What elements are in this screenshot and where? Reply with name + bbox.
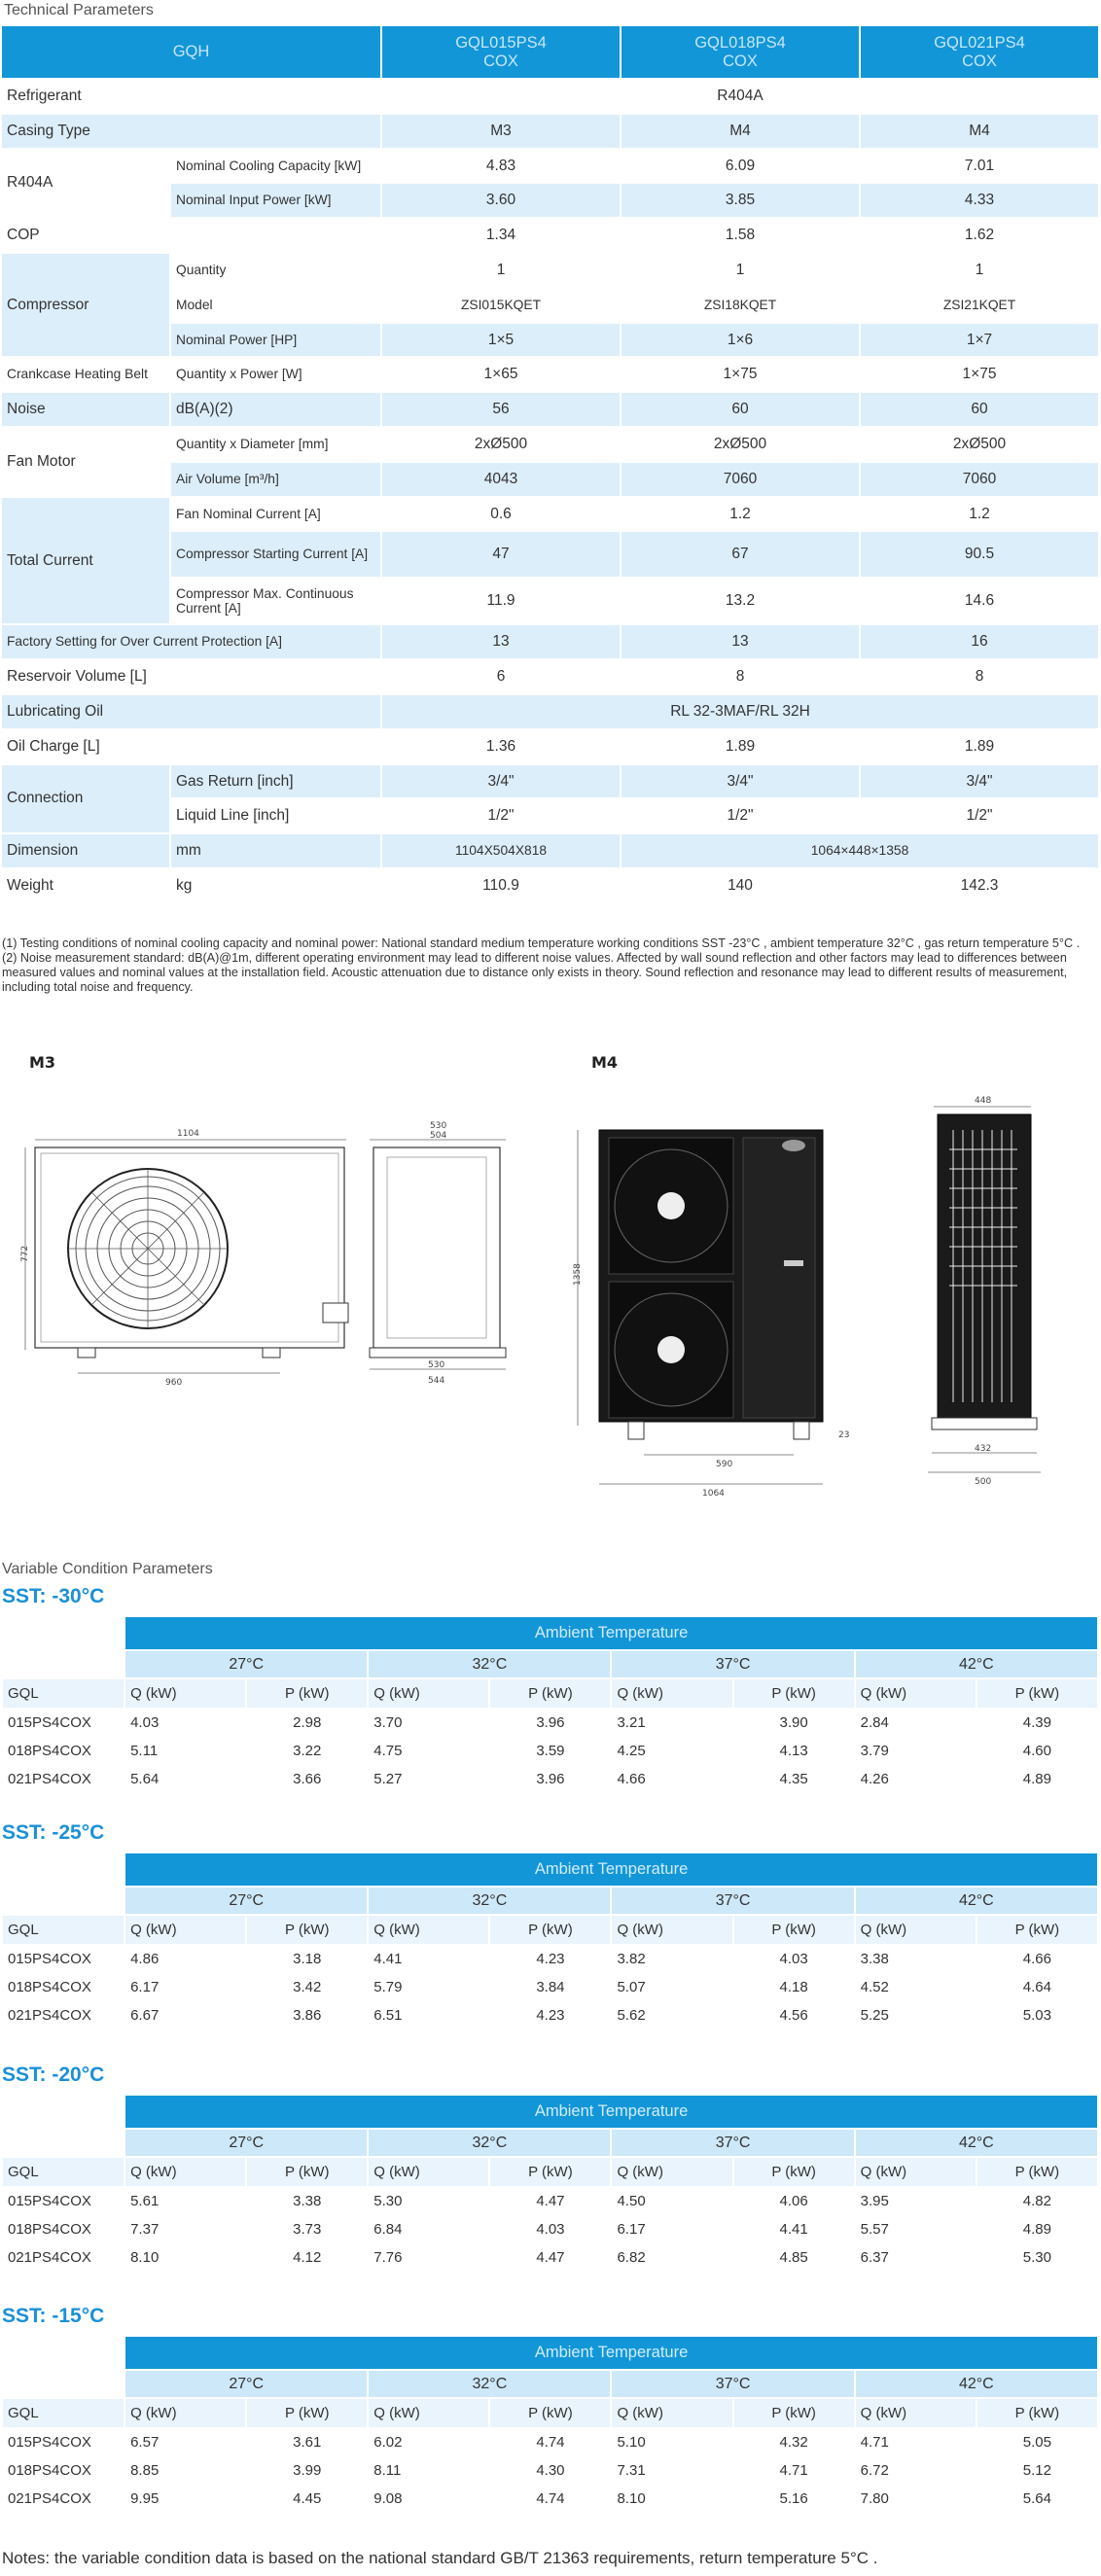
value-cell: 3.82	[611, 1945, 732, 1973]
variable-footnote: Notes: the variable condition data is based on the national standard GB/T 21363 requirements, return temperature 5°C .	[2, 2549, 878, 2567]
table-row	[3, 1945, 1098, 1973]
value-cell: 5.62	[611, 2001, 732, 2029]
value-cell: 5.79	[368, 1973, 489, 2001]
drawing-label-m3: M3	[29, 1053, 56, 1072]
value-cell: 4.03	[124, 1709, 246, 1737]
table-row: Nominal Input Power [kW] 3.60 3.85 4.33	[2, 183, 1099, 218]
temperature-header: 37°C	[611, 2129, 854, 2157]
value-cell: 5.57	[855, 2215, 977, 2243]
gql-label: GQL	[3, 2398, 124, 2428]
table-row	[3, 2243, 1098, 2272]
temperature-header: 37°C	[611, 1887, 854, 1915]
technical-parameters-title: Technical Parameters	[4, 2, 154, 18]
variable-condition-title: Variable Condition Parameters	[2, 1561, 213, 1577]
value-cell: 3.21	[611, 1709, 732, 1737]
sst-title: SST: -25°C	[2, 1821, 105, 1844]
value-cell: 6.02	[368, 2428, 489, 2456]
value-cell: 6.72	[855, 2456, 977, 2485]
temperature-header: 27°C	[124, 1650, 368, 1678]
value-cell: 4.75	[368, 1737, 489, 1765]
value-cell: 3.79	[855, 1737, 977, 1765]
value-cell: 3.66	[246, 1765, 368, 1793]
value-cell: 4.66	[611, 1765, 732, 1793]
value-cell: 4.47	[489, 2243, 611, 2272]
model-cell: 015PS4COX	[3, 2187, 124, 2215]
header-model-1: GQL015PS4 COX	[381, 26, 621, 79]
model-cell: 018PS4COX	[3, 2456, 124, 2485]
table-row: Lubricating Oil RL 32-3MAF/RL 32H	[2, 694, 1099, 729]
p-header: P (kW)	[733, 2157, 855, 2187]
note-1: (1) Testing conditions of nominal cooling capacity and nominal power: National standard medium temperature working conditions SST -23°C , ambient temperature 32°C , gas return temperature 5°C .	[2, 936, 1081, 950]
table-row: Refrigerant R404A	[2, 79, 1099, 114]
value-cell: 4.74	[489, 2428, 611, 2456]
qp-header-row	[3, 2398, 1098, 2428]
sst-title: SST: -30°C	[2, 1585, 105, 1607]
drawing-label-m4: M4	[591, 1053, 619, 1072]
table-row: Air Volume [m³/h] 4043 7060 7060	[2, 462, 1099, 497]
q-header: Q (kW)	[611, 1678, 732, 1709]
temperature-header: 37°C	[611, 2370, 854, 2398]
header-model-3: GQL021PS4 COX	[860, 26, 1099, 79]
table-row: Compressor Quantity 1 1 1	[2, 253, 1099, 288]
value-cell: 4.41	[733, 2215, 855, 2243]
value-cell: 4.03	[733, 1945, 855, 1973]
value-cell: 4.89	[977, 1765, 1098, 1793]
gql-label: GQL	[3, 1915, 124, 1945]
p-header: P (kW)	[489, 1678, 611, 1709]
value-cell: 5.11	[124, 1737, 246, 1765]
table-row: Model ZSI015KQET ZSI18KQET ZSI21KQET	[2, 288, 1099, 323]
temperature-header: 42°C	[855, 1887, 1098, 1915]
value-cell: 4.26	[855, 1765, 977, 1793]
value-cell: 6.17	[611, 2215, 732, 2243]
qp-header-row	[3, 1915, 1098, 1945]
svg-text:448: 448	[975, 1096, 992, 1106]
model-cell: 018PS4COX	[3, 1737, 124, 1765]
value-cell: 5.07	[611, 1973, 732, 2001]
model-cell: 021PS4COX	[3, 2001, 124, 2029]
value-cell: 4.66	[977, 1945, 1098, 1973]
value-cell: 5.64	[977, 2485, 1098, 2513]
value-cell: 4.45	[246, 2485, 368, 2513]
value-cell: 5.12	[977, 2456, 1098, 2485]
value-cell: 7.76	[368, 2243, 489, 2272]
value-cell: 4.47	[489, 2187, 611, 2215]
gql-label: GQL	[3, 1678, 124, 1709]
value-cell: 4.41	[368, 1945, 489, 1973]
q-header: Q (kW)	[855, 2398, 977, 2428]
value-cell: 4.39	[977, 1709, 1098, 1737]
p-header: P (kW)	[733, 2398, 855, 2428]
value-cell: 4.89	[977, 2215, 1098, 2243]
table-row: Noise dB(A)(2) 56 60 60	[2, 392, 1099, 427]
table-row: Casing Type M3 M4 M4	[2, 114, 1099, 149]
table-row	[3, 2428, 1098, 2456]
table-row: Oil Charge [L] 1.36 1.89 1.89	[2, 729, 1099, 764]
q-header: Q (kW)	[124, 1915, 246, 1945]
value-cell: 3.42	[246, 1973, 368, 2001]
ambient-label: Ambient Temperature	[124, 1617, 1098, 1650]
temperature-row	[3, 2129, 1098, 2157]
value-cell: 4.60	[977, 1737, 1098, 1765]
svg-text:1358: 1358	[573, 1263, 583, 1286]
value-cell: 4.71	[733, 2456, 855, 2485]
value-cell: 4.30	[489, 2456, 611, 2485]
table-row	[3, 2001, 1098, 2029]
temperature-header: 32°C	[368, 1887, 611, 1915]
value-cell: 3.84	[489, 1973, 611, 2001]
q-header: Q (kW)	[611, 2157, 732, 2187]
value-cell: 4.74	[489, 2485, 611, 2513]
ambient-label: Ambient Temperature	[124, 1853, 1098, 1887]
temperature-header: 42°C	[855, 1650, 1098, 1678]
value-cell: 4.23	[489, 1945, 611, 1973]
value-cell: 3.96	[489, 1765, 611, 1793]
value-cell: 6.82	[611, 2243, 732, 2272]
value-cell: 3.96	[489, 1709, 611, 1737]
value-cell: 9.95	[124, 2485, 246, 2513]
value-cell: 4.32	[733, 2428, 855, 2456]
m3-side-drawing	[360, 1118, 525, 1400]
value-cell: 6.84	[368, 2215, 489, 2243]
value-cell: 4.86	[124, 1945, 246, 1973]
value-cell: 4.82	[977, 2187, 1098, 2215]
q-header: Q (kW)	[611, 2398, 732, 2428]
temperature-row	[3, 2370, 1098, 2398]
table-row	[3, 2485, 1098, 2513]
value-cell: 3.73	[246, 2215, 368, 2243]
value-cell: 6.37	[855, 2243, 977, 2272]
value-cell: 4.56	[733, 2001, 855, 2029]
q-header: Q (kW)	[124, 2157, 246, 2187]
value-cell: 3.90	[733, 1709, 855, 1737]
table-row: Compressor Starting Current [A] 47 67 90.5	[2, 531, 1099, 578]
svg-text:23: 23	[838, 1430, 850, 1440]
value-cell: 4.13	[733, 1737, 855, 1765]
value-cell: 3.61	[246, 2428, 368, 2456]
value-cell: 5.25	[855, 2001, 977, 2029]
note-2: (2) Noise measurement standard: dB(A)@1m, different operating environment may lead to different noise values. Affected by wall sound reflection and other factors may lead to differences between measured values and nominal values at the installation field. Acoustic attenuation due to distance only exists in theory. Sound reflection and resonance may lead to different results of measurement, including total noise and frequency.	[2, 950, 1068, 994]
header-gqh: GQH	[2, 26, 381, 79]
q-header: Q (kW)	[124, 2398, 246, 2428]
p-header: P (kW)	[246, 2157, 368, 2187]
q-header: Q (kW)	[855, 1915, 977, 1945]
qp-header-row	[3, 2157, 1098, 2187]
sst-title: SST: -20°C	[2, 2064, 105, 2086]
p-header: P (kW)	[977, 2157, 1098, 2187]
q-header: Q (kW)	[368, 1915, 489, 1945]
temperature-row	[3, 1650, 1098, 1678]
ambient-row	[3, 1853, 1098, 1887]
p-header: P (kW)	[489, 1915, 611, 1945]
table-row	[3, 2187, 1098, 2215]
table-row	[3, 1709, 1098, 1737]
value-cell: 4.03	[489, 2215, 611, 2243]
m4-front-drawing	[570, 1116, 891, 1505]
svg-text:530: 530	[428, 1360, 445, 1370]
table-header-row	[2, 26, 1099, 79]
value-cell: 3.99	[246, 2456, 368, 2485]
value-cell: 5.61	[124, 2187, 246, 2215]
value-cell: 4.50	[611, 2187, 732, 2215]
temperature-header: 27°C	[124, 1887, 368, 1915]
value-cell: 7.80	[855, 2485, 977, 2513]
value-cell: 7.31	[611, 2456, 732, 2485]
value-cell: 7.37	[124, 2215, 246, 2243]
value-cell: 3.86	[246, 2001, 368, 2029]
table-row: COP 1.34 1.58 1.62	[2, 218, 1099, 253]
temperature-header: 42°C	[855, 2370, 1098, 2398]
value-cell: 5.64	[124, 1765, 246, 1793]
variable-condition-table	[3, 2096, 1099, 2273]
gql-label: GQL	[3, 2157, 124, 2187]
value-cell: 4.85	[733, 2243, 855, 2272]
value-cell: 2.98	[246, 1709, 368, 1737]
variable-condition-table	[3, 1617, 1099, 1794]
table-row: Fan Motor Quantity x Diameter [mm] 2xØ500 2xØ500 2xØ500	[2, 427, 1099, 462]
technical-parameters-table	[2, 26, 1100, 904]
svg-text:960: 960	[165, 1378, 183, 1388]
temperature-header: 27°C	[124, 2129, 368, 2157]
svg-text:432: 432	[975, 1444, 992, 1454]
q-header: Q (kW)	[855, 1678, 977, 1709]
table-row: Connection Gas Return [inch] 3/4" 3/4" 3/4"	[2, 764, 1099, 799]
model-cell: 021PS4COX	[3, 2485, 124, 2513]
model-cell: 015PS4COX	[3, 1945, 124, 1973]
ambient-row	[3, 2096, 1098, 2129]
value-cell: 3.18	[246, 1945, 368, 1973]
table-row	[3, 1737, 1098, 1765]
model-cell: 015PS4COX	[3, 2428, 124, 2456]
q-header: Q (kW)	[368, 2157, 489, 2187]
q-header: Q (kW)	[611, 1915, 732, 1945]
ambient-label: Ambient Temperature	[124, 2096, 1098, 2129]
technical-notes	[2, 936, 1097, 994]
value-cell: 8.11	[368, 2456, 489, 2485]
q-header: Q (kW)	[855, 2157, 977, 2187]
temperature-header: 32°C	[368, 2370, 611, 2398]
svg-text:1104: 1104	[177, 1129, 199, 1139]
p-header: P (kW)	[489, 2157, 611, 2187]
value-cell: 5.16	[733, 2485, 855, 2513]
table-row	[3, 1765, 1098, 1793]
p-header: P (kW)	[733, 1678, 855, 1709]
table-row: Total Current Fan Nominal Current [A] 0.6 1.2 1.2	[2, 497, 1099, 532]
value-cell: 5.30	[368, 2187, 489, 2215]
temperature-row	[3, 1887, 1098, 1915]
model-cell: 021PS4COX	[3, 2243, 124, 2272]
value-cell: 4.25	[611, 1737, 732, 1765]
value-cell: 8.85	[124, 2456, 246, 2485]
ambient-label: Ambient Temperature	[124, 2337, 1098, 2370]
value-cell: 3.22	[246, 1737, 368, 1765]
svg-text:772: 772	[20, 1245, 30, 1262]
table-row: Weight kg 110.9 140 142.3	[2, 868, 1099, 903]
value-cell: 4.12	[246, 2243, 368, 2272]
q-header: Q (kW)	[368, 1678, 489, 1709]
value-cell: 3.95	[855, 2187, 977, 2215]
temperature-header: 37°C	[611, 1650, 854, 1678]
svg-text:500: 500	[975, 1477, 992, 1487]
p-header: P (kW)	[733, 1915, 855, 1945]
svg-text:530: 530	[430, 1121, 447, 1131]
model-cell: 015PS4COX	[3, 1709, 124, 1737]
m4-side-drawing	[924, 1091, 1050, 1509]
value-cell: 2.84	[855, 1709, 977, 1737]
value-cell: 5.27	[368, 1765, 489, 1793]
temperature-header: 27°C	[124, 2370, 368, 2398]
svg-text:504: 504	[430, 1131, 447, 1141]
value-cell: 3.59	[489, 1737, 611, 1765]
sst-title: SST: -15°C	[2, 2305, 105, 2327]
variable-condition-table	[3, 2337, 1099, 2514]
p-header: P (kW)	[246, 1915, 368, 1945]
table-row	[3, 2215, 1098, 2243]
ambient-row	[3, 2337, 1098, 2370]
p-header: P (kW)	[977, 2398, 1098, 2428]
table-row: Reservoir Volume [L] 6 8 8	[2, 659, 1099, 694]
value-cell: 6.51	[368, 2001, 489, 2029]
model-cell: 018PS4COX	[3, 1973, 124, 2001]
qp-header-row	[3, 1678, 1098, 1709]
value-cell: 4.52	[855, 1973, 977, 2001]
table-row: Factory Setting for Over Current Protection [A] 13 13 16	[2, 624, 1099, 659]
value-cell: 5.30	[977, 2243, 1098, 2272]
table-row	[3, 2456, 1098, 2485]
svg-text:544: 544	[428, 1376, 445, 1386]
svg-text:590: 590	[716, 1460, 733, 1469]
table-row: Liquid Line [inch] 1/2" 1/2" 1/2"	[2, 798, 1099, 833]
value-cell: 5.05	[977, 2428, 1098, 2456]
table-row: Crankcase Heating Belt Quantity x Power [W] 1×65 1×75 1×75	[2, 357, 1099, 392]
ambient-row	[3, 1617, 1098, 1650]
model-cell: 021PS4COX	[3, 1765, 124, 1793]
value-cell: 8.10	[124, 2243, 246, 2272]
p-header: P (kW)	[977, 1915, 1098, 1945]
table-row: R404A Nominal Cooling Capacity [kW] 4.83 6.09 7.01	[2, 149, 1099, 184]
value-cell: 4.35	[733, 1765, 855, 1793]
p-header: P (kW)	[246, 2398, 368, 2428]
m3-front-drawing	[19, 1118, 370, 1400]
value-cell: 5.03	[977, 2001, 1098, 2029]
table-row: Dimension mm 1104X504X818 1064×448×1358	[2, 833, 1099, 868]
temperature-header: 42°C	[855, 2129, 1098, 2157]
p-header: P (kW)	[489, 2398, 611, 2428]
value-cell: 3.70	[368, 1709, 489, 1737]
value-cell: 5.10	[611, 2428, 732, 2456]
model-cell: 018PS4COX	[3, 2215, 124, 2243]
q-header: Q (kW)	[368, 2398, 489, 2428]
value-cell: 9.08	[368, 2485, 489, 2513]
value-cell: 4.06	[733, 2187, 855, 2215]
temperature-header: 32°C	[368, 1650, 611, 1678]
value-cell: 4.23	[489, 2001, 611, 2029]
table-row	[3, 1973, 1098, 2001]
temperature-header: 32°C	[368, 2129, 611, 2157]
table-row: Compressor Max. Continuous Current [A] 11.9 13.2 14.6	[2, 578, 1099, 624]
value-cell: 3.38	[855, 1945, 977, 1973]
value-cell: 4.64	[977, 1973, 1098, 2001]
variable-condition-table	[3, 1853, 1099, 2030]
value-cell: 6.67	[124, 2001, 246, 2029]
value-cell: 8.10	[611, 2485, 732, 2513]
svg-text:1064: 1064	[702, 1489, 725, 1499]
q-header: Q (kW)	[124, 1678, 246, 1709]
value-cell: 6.57	[124, 2428, 246, 2456]
value-cell: 3.38	[246, 2187, 368, 2215]
value-cell: 6.17	[124, 1973, 246, 2001]
value-cell: 4.18	[733, 1973, 855, 2001]
table-row: Nominal Power [HP] 1×5 1×6 1×7	[2, 323, 1099, 358]
value-cell: 4.71	[855, 2428, 977, 2456]
p-header: P (kW)	[246, 1678, 368, 1709]
header-model-2: GQL018PS4 COX	[621, 26, 860, 79]
p-header: P (kW)	[977, 1678, 1098, 1709]
